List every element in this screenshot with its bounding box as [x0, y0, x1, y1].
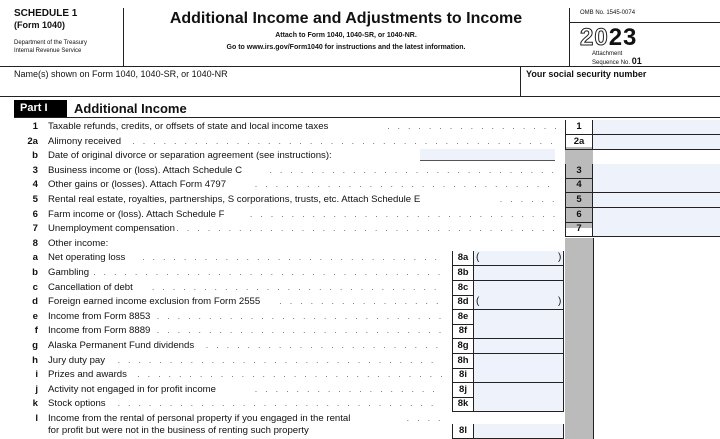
subline-letter: d — [32, 296, 38, 308]
line-6-amount-input[interactable] — [593, 208, 720, 223]
attach-instruction: Attach to Form 1040, 1040-SR, or 1040-NR. — [275, 32, 417, 39]
subline-box-label: 8e — [452, 310, 474, 325]
form-subline — [0, 383, 720, 398]
line-description: Taxable refunds, credits, or offsets of state and local income taxes — [48, 121, 329, 132]
ssn-field[interactable] — [520, 67, 720, 97]
line-8g-amount-input[interactable] — [474, 339, 564, 354]
leader-dots: . . . . . . . . . . . . . . . . — [279, 297, 442, 307]
title-block — [124, 8, 568, 67]
line-box-label: 7 — [565, 222, 593, 237]
form-line — [0, 193, 720, 208]
line-8l-amount-input[interactable] — [474, 424, 564, 439]
subline-description: Foreign earned income exclusion from Form 2555 — [48, 296, 261, 308]
leader-dots: . . . . . . . . . . . . . . . . . . . . . . . . . . . . . . . — [117, 399, 437, 409]
department-label — [14, 39, 123, 55]
leader-dots: . . . . . . . . . . . . . . . . . — [387, 122, 560, 131]
subline-description: Alaska Permanent Fund dividends — [48, 340, 195, 351]
tax-year — [580, 24, 637, 52]
goto-instruction: Go to www.irs.gov/Form1040 for instructions and the latest information. — [226, 44, 466, 51]
subline-box-label: 8a — [452, 251, 474, 266]
subline-description-cont: for profit but were not in the business of renting such property — [48, 425, 309, 436]
subline-box-label: 8l — [452, 424, 474, 439]
subline-letter: h — [32, 354, 38, 366]
close-paren: ) — [558, 252, 562, 264]
open-paren: ( — [476, 252, 480, 264]
subline-description: Income from Form 8853 — [48, 310, 151, 322]
part-1-header — [14, 98, 720, 118]
line-description: Other income: — [48, 237, 109, 249]
subline-description: Activity not engaged in for profit income — [48, 383, 216, 395]
form-subline — [0, 339, 720, 354]
subline-description: Jury duty pay — [48, 354, 106, 366]
subline-description: Cancellation of debt — [48, 281, 133, 293]
line-description: Alimony received — [48, 135, 122, 147]
line-number: b — [32, 150, 38, 162]
form-subline — [0, 324, 720, 339]
subline-description: Net operating loss — [48, 252, 126, 264]
subline-box-label: 8g — [452, 339, 474, 354]
line-number: 8 — [32, 237, 38, 249]
line-box-label: 5 — [565, 193, 593, 208]
line-number: 4 — [32, 179, 38, 191]
leader-dots: . . . . . . . . . . . . . . . . . . . . . . . . . . . . . . . — [117, 355, 437, 365]
line-5-amount-input[interactable] — [593, 193, 720, 208]
form-subline — [0, 251, 720, 266]
open-paren: ( — [476, 296, 480, 308]
subline-box-label: 8h — [452, 354, 474, 369]
leader-dots: . . . . . . . . . . . . . . . . . . . . . . . . . . . . . . . . . . . . . — [176, 224, 558, 234]
line-2a-amount-input[interactable] — [593, 135, 720, 150]
form-line — [0, 164, 720, 179]
line-8i-amount-input[interactable] — [474, 368, 564, 383]
name-field-label: Name(s) shown on Form 1040, 1040-SR, or 1040-NR — [14, 69, 228, 79]
line-box-label: 4 — [565, 178, 593, 193]
form-line — [0, 135, 720, 150]
line-3-amount-input[interactable] — [593, 164, 720, 179]
line-box-label: 2a — [565, 135, 593, 150]
leader-dots: . . . . . . . . . . . . . . . . . . . . . . . . . . . . . — [254, 180, 553, 190]
line-1-amount-input[interactable] — [593, 120, 720, 135]
department-line-1: Department of the Treasury — [14, 40, 88, 46]
subline-letter: k — [32, 398, 38, 410]
form-subline — [0, 281, 720, 296]
form-line — [0, 178, 720, 193]
tax-year-prefix: 20 — [580, 24, 609, 51]
line-8a-amount-input[interactable] — [474, 251, 564, 266]
form-title: Additional Income and Adjustments to Income — [169, 10, 523, 27]
line-number: 7 — [32, 223, 38, 235]
tax-year-suffix: 23 — [608, 24, 638, 51]
leader-dots: . . . . . . — [499, 195, 558, 204]
form-subline — [0, 397, 720, 412]
subline-description: Gambling — [48, 267, 90, 278]
line-description: Date of original divorce or separation agreement (see instructions): — [48, 150, 332, 162]
subline-letter: b — [32, 267, 38, 278]
form-line — [0, 120, 720, 135]
leader-dots: . . . . — [406, 414, 444, 423]
form-subline — [0, 266, 720, 281]
line-number: 5 — [32, 194, 38, 205]
form-subline — [0, 412, 720, 436]
subline-box-label: 8i — [452, 368, 474, 383]
sequence-number: 01 — [631, 56, 642, 66]
line-8e-amount-input[interactable] — [474, 310, 564, 325]
sequence-label: Sequence No. — [592, 60, 631, 66]
leader-dots: . . . . . . . . . . . . . . . . . . . . . . . . . . . . — [156, 326, 445, 336]
subline-box-label: 8j — [452, 383, 474, 398]
form-subline — [0, 354, 720, 369]
line-description: Unemployment compensation — [48, 223, 175, 235]
leader-dots: . . . . . . . . . . . . . . . . . . . . . . . . . . . . — [152, 282, 440, 292]
leader-dots: . . . . . . . . . . . . . . . . . . . . . . . . . . . . . . — [137, 370, 446, 380]
line-box-label: 1 — [565, 120, 593, 135]
subline-letter: l — [35, 413, 38, 424]
form-subline — [0, 368, 720, 383]
subline-box-label: 8f — [452, 324, 474, 339]
schedule-id-block — [14, 8, 124, 67]
subline-description: Prizes and awards — [48, 369, 127, 381]
leader-dots: . . . . . . . . . . . . . . . . . . . . . . . — [205, 341, 441, 350]
line-number: 1 — [32, 121, 38, 132]
leader-dots: . . . . . . . . . . . . . . . . . . . . . . . . . . . . . . . . . . — [93, 268, 444, 277]
department-line-2: Internal Revenue Service — [14, 48, 82, 54]
leader-dots: . . . . . . . . . . . . . . . . . . . . . . . . . . . . . — [142, 253, 440, 263]
subline-description: Stock options — [48, 398, 106, 410]
divorce-date-input[interactable] — [420, 149, 555, 161]
form-subline — [0, 295, 720, 310]
line-description: Rental real estate, royalties, partnerships, S corporations, trusts, etc. Attach Schedule E — [48, 194, 421, 205]
subline-letter: i — [35, 369, 38, 381]
line-8c-amount-input[interactable] — [474, 281, 564, 296]
subline-description: Income from the rental of personal property if you engaged in the rental — [48, 413, 351, 424]
line-box-label: 6 — [565, 208, 593, 223]
leader-dots: . . . . . . . . . . . . . . . . . . — [254, 384, 438, 394]
form-label: (Form 1040) — [14, 20, 66, 30]
part-title: Additional Income — [74, 101, 187, 116]
line-number: 3 — [32, 164, 38, 176]
leader-dots: . . . . . . . . . . . . . . . . . . . . . . . . . . . . . . — [250, 209, 559, 219]
line-number: 2a — [27, 135, 38, 147]
subline-box-label: 8d — [452, 295, 474, 310]
subline-letter: c — [32, 281, 38, 293]
line-box-label: 3 — [565, 164, 593, 179]
subline-letter: g — [32, 340, 38, 351]
form-line — [0, 237, 720, 252]
line-8j-amount-input[interactable] — [474, 383, 564, 398]
line-4-amount-input[interactable] — [593, 178, 720, 193]
form-header — [0, 0, 720, 67]
line-number: 6 — [32, 208, 38, 220]
line-8k-amount-input[interactable] — [474, 397, 564, 412]
subline-description: Income from Form 8889 — [48, 325, 151, 337]
line-7-amount-input[interactable] — [593, 222, 720, 237]
part-tag: Part I — [14, 100, 67, 117]
subline-box-label: 8b — [452, 266, 474, 281]
leader-dots: . . . . . . . . . . . . . . . . . . . . . . . . . . . . . . . . . . . . . . . . . — [132, 136, 556, 146]
omb-number: OMB No. 1545-0074 — [570, 8, 720, 23]
line-8h-amount-input[interactable] — [474, 354, 564, 369]
subline-letter: f — [34, 325, 38, 337]
attachment-sequence — [592, 51, 642, 67]
form-line — [0, 222, 720, 237]
line-description: Farm income or (loss). Attach Schedule F — [48, 208, 225, 220]
schedule-label: SCHEDULE 1 — [14, 8, 78, 19]
subline-letter: a — [32, 252, 38, 264]
line-8f-amount-input[interactable] — [474, 324, 564, 339]
leader-dots: . . . . . . . . . . . . . . . . . . . . . . . . . . . . — [269, 165, 557, 175]
ssn-field-label: Your social security number — [526, 69, 647, 79]
leader-dots: . . . . . . . . . . . . . . . . . . . . . . . . . . . . — [156, 311, 445, 321]
line-description: Other gains or (losses). Attach Form 4797 — [48, 179, 227, 191]
form-subline — [0, 310, 720, 325]
form-line — [0, 208, 720, 223]
taxpayer-name-row — [0, 67, 720, 97]
omb-year-block — [569, 8, 720, 67]
attachment-label: Attachment — [592, 51, 623, 57]
subline-letter: e — [32, 310, 38, 322]
subline-box-label: 8c — [452, 281, 474, 296]
line-8b-amount-input[interactable] — [474, 266, 564, 281]
subline-letter: j — [35, 383, 38, 395]
form-line — [0, 149, 720, 164]
line-8d-amount-input[interactable] — [474, 295, 564, 310]
line-description: Business income or (loss). Attach Schedule C — [48, 164, 243, 176]
close-paren: ) — [558, 296, 562, 308]
subline-box-label: 8k — [452, 397, 474, 412]
